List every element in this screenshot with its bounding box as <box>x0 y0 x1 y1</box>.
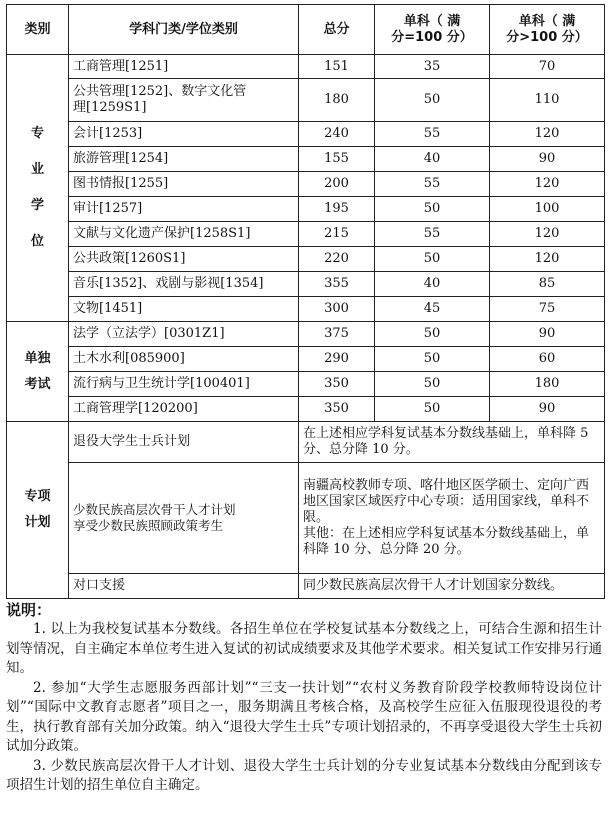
header-row <box>7 5 605 55</box>
row-total: 350 <box>299 372 375 397</box>
row-name: 会计[1253] <box>69 122 299 147</box>
row-total: 350 <box>299 397 375 422</box>
row-single-over: 90 <box>490 397 605 422</box>
row-single-100: 55 <box>375 172 490 197</box>
row-single-over: 120 <box>490 222 605 247</box>
notes-title: 说明： <box>6 601 52 619</box>
row-total: 180 <box>299 79 375 122</box>
table-row <box>7 347 605 372</box>
row-name: 审计[1257] <box>69 197 299 222</box>
row-single-over: 85 <box>490 272 605 297</box>
special-counterpart-name: 对口支援 <box>69 574 299 599</box>
row-single-100: 35 <box>375 55 490 79</box>
row-single-over: 75 <box>490 297 605 322</box>
group-special <box>7 422 69 599</box>
row-total: 220 <box>299 247 375 272</box>
group-char: 专 <box>30 126 44 141</box>
row-total: 195 <box>299 197 375 222</box>
header-single-100 <box>375 5 490 55</box>
row-total: 215 <box>299 222 375 247</box>
note-paragraph-3: 3. 少数民族高层次骨干人才计划、退役大学生士兵计划的分专业复试基本分数线由分配到该专项招生计划的招生单位自主确定。 <box>6 757 602 793</box>
header-single-100-line1: 单科（ 满 <box>403 13 461 29</box>
row-single-100: 40 <box>375 147 490 172</box>
special-veteran-note: 在上述相应学科复试基本分数线基础上，单科降 5 分、总分降 10 分。 <box>299 422 605 463</box>
row-single-100: 50 <box>375 322 490 347</box>
row-single-over: 90 <box>490 147 605 172</box>
header-discipline: 学科门类/学位类别 <box>69 5 299 55</box>
row-name: 公共政策[1260S1] <box>69 247 299 272</box>
table-row <box>7 147 605 172</box>
row-total: 151 <box>299 55 375 79</box>
table-row <box>7 272 605 297</box>
group-line: 单独 <box>24 350 51 366</box>
row-total: 155 <box>299 147 375 172</box>
header-single-100-line2: 分=100 分） <box>391 29 473 45</box>
row-name: 音乐[1352]、戏剧与影视[1354] <box>69 272 299 297</box>
note-paragraph-1: 1. 以上为我校复试基本分数线。各招生单位在学校复试基本分数线之上，可结合生源和招生计划等情况，自主确定本单位考生进入复试的初试成绩要求及其他学术要求。相关复试工作安排另行通知。 <box>6 621 602 676</box>
special-minority-name-line1: 少数民族高层次骨干人才计划 <box>73 502 236 517</box>
table-row <box>7 172 605 197</box>
row-name: 工商管理学[120200] <box>69 397 299 422</box>
table-row <box>7 372 605 397</box>
group-char: 位 <box>30 234 44 249</box>
row-name: 流行病与卫生统计学[100401] <box>69 372 299 397</box>
row-single-over: 100 <box>490 197 605 222</box>
row-single-100: 45 <box>375 297 490 322</box>
special-counterpart-note: 同少数民族高层次骨干人才计划国家分数线。 <box>299 574 605 599</box>
row-single-over: 90 <box>490 322 605 347</box>
row-single-100: 55 <box>375 222 490 247</box>
row-single-100: 55 <box>375 122 490 147</box>
row-total: 375 <box>299 322 375 347</box>
row-total: 200 <box>299 172 375 197</box>
row-single-100: 50 <box>375 397 490 422</box>
group-line: 专项 <box>24 489 51 504</box>
group-professional <box>7 55 69 322</box>
table-row <box>7 247 605 272</box>
table-row <box>7 297 605 322</box>
special-minority-note-2: 其他：在上述相应学科复试基本分数线基础上，单科降 10 分、总分降 20 分。 <box>303 526 590 557</box>
row-single-over: 60 <box>490 347 605 372</box>
row-name: 土木水利[085900] <box>69 347 299 372</box>
row-single-100: 50 <box>375 197 490 222</box>
row-name: 旅游管理[1254] <box>69 147 299 172</box>
table-row <box>7 222 605 247</box>
row-single-over: 120 <box>490 172 605 197</box>
table-row <box>7 397 605 422</box>
group-line: 考试 <box>24 376 51 392</box>
row-single-100: 50 <box>375 372 490 397</box>
table-row <box>7 55 605 79</box>
table-row <box>7 122 605 147</box>
header-single-over <box>490 5 605 55</box>
row-name: 文献与文化遗产保护[1258S1] <box>69 222 299 247</box>
note-paragraph-2: 2. 参加“大学生志愿服务西部计划”“三支一扶计划”“农村义务教育阶段学校教师特设岗位计划”“国际中文教育志愿者”项目之一，服务期满且考核合格，及高校学生应征入伍服现役退役的考生，执行教育部有关加分政策。纳入“退役大学生士兵”专项计划招录的，不再享受退役大学生士兵初试加分政策。 <box>6 679 602 754</box>
group-line: 计划 <box>24 515 51 530</box>
special-minority-name <box>69 463 299 574</box>
row-total: 290 <box>299 347 375 372</box>
table-row <box>7 574 605 599</box>
header-single-over-line2: 分>100 分） <box>506 29 588 45</box>
table-row <box>7 463 605 574</box>
table-row <box>7 422 605 463</box>
row-single-over: 120 <box>490 122 605 147</box>
table-row <box>7 197 605 222</box>
header-single-over-line1: 单科（ 满 <box>518 13 576 29</box>
header-total: 总分 <box>299 5 375 55</box>
notes-section <box>6 600 602 796</box>
row-single-100: 40 <box>375 272 490 297</box>
row-name: 工商管理[1251] <box>69 55 299 79</box>
row-name: 法学（立法学）[0301Z1] <box>69 322 299 347</box>
row-single-over: 70 <box>490 55 605 79</box>
row-name: 图书情报[1255] <box>69 172 299 197</box>
row-total: 240 <box>299 122 375 147</box>
group-char: 业 <box>30 162 44 177</box>
row-single-over: 110 <box>490 79 605 122</box>
row-total: 355 <box>299 272 375 297</box>
special-minority-name-line2: 享受少数民族照顾政策考生 <box>73 518 224 533</box>
table-row <box>7 79 605 122</box>
row-name: 文物[1451] <box>69 297 299 322</box>
row-single-100: 50 <box>375 247 490 272</box>
group-separate <box>7 322 69 422</box>
group-char: 学 <box>30 198 44 213</box>
row-name: 公共管理[1252]、数字文化管理[1259S1] <box>69 79 299 122</box>
row-single-over: 180 <box>490 372 605 397</box>
row-single-100: 50 <box>375 347 490 372</box>
score-table <box>6 4 605 599</box>
row-single-over: 120 <box>490 247 605 272</box>
special-minority-note-1: 南疆高校教师专项、喀什地区医学硕士、定向广西地区国家区域医疗中心专项：适用国家线，单科不限。 <box>303 478 590 525</box>
row-total: 300 <box>299 297 375 322</box>
table-row <box>7 322 605 347</box>
special-minority-note <box>299 463 605 574</box>
row-single-100: 50 <box>375 79 490 122</box>
header-category: 类别 <box>7 5 69 55</box>
special-veteran-name: 退役大学生士兵计划 <box>69 422 299 463</box>
